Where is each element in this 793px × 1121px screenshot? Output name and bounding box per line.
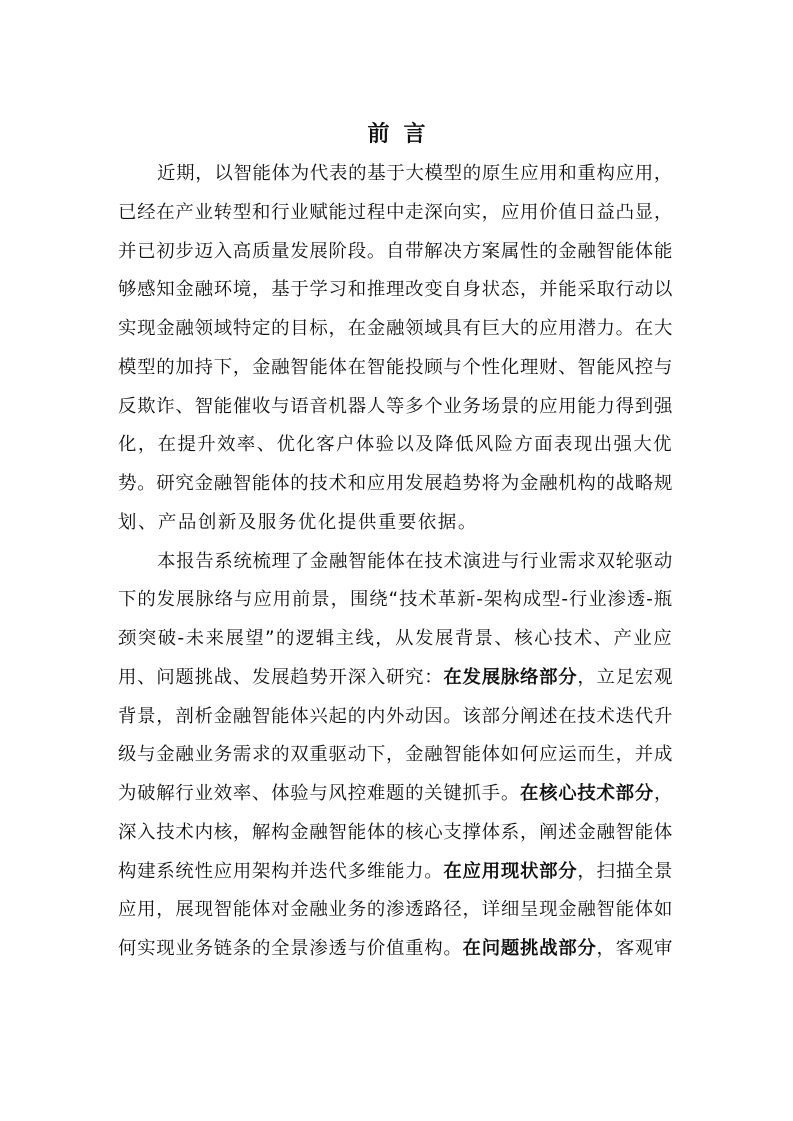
text-line: 已经在产业转型和行业赋能过程中走深向实，应用价值日益凸显，	[118, 201, 673, 223]
text-line: 下的发展脉络与应用前景，围绕“技术革新-架构成型-行业渗透-瓶	[118, 589, 673, 611]
text-line: 近期，以智能体为代表的基于大模型的原生应用和重构应用，	[157, 163, 673, 184]
section-highlight: 在应用现状部分	[443, 860, 578, 882]
text-line: 划、产品创新及服务优化提供重要依据。	[118, 511, 478, 533]
text-segment: 用、问题挑战、发展趋势开深入研究：	[118, 666, 444, 688]
page-title: 前言	[367, 122, 440, 147]
text-line: 模型的加持下，金融智能体在智能投顾与个性化理财、智能风控与	[118, 356, 673, 378]
body-text	[118, 155, 673, 969]
text-line: 本报告系统梳理了金融智能体在技术演进与行业需求双轮驱动	[157, 550, 673, 572]
text-segment: 为破解行业效率、体验与风控难题的关键抓手。	[118, 783, 520, 804]
text-line: 化，在提升效率、优化客户体验以及降低风险方面表现出强大优	[118, 434, 673, 456]
text-line: 够感知金融环境，基于学习和推理改变自身状态，并能采取行动以	[118, 279, 673, 301]
text-line	[118, 659, 673, 698]
section-highlight: 在问题挑战部分	[462, 938, 597, 959]
text-segment: 何实现业务链条的全景渗透与价值重构。	[118, 938, 463, 959]
text-segment: 构建系统性应用架构并迭代多维能力。	[118, 860, 444, 882]
text-segment: ，客观审	[596, 938, 673, 959]
text-line: 实现金融领域特定的目标，在金融领域具有巨大的应用潜力。在大	[118, 318, 673, 339]
text-line: 颈突破-未来展望”的逻辑主线，从发展背景、核心技术、产业应	[118, 628, 673, 649]
text-line: 深入技术内核，解构金融智能体的核心支撑体系，阐述金融智能体	[118, 821, 673, 843]
section-highlight: 在发展脉络部分	[443, 666, 578, 688]
text-segment: ，立足宏观	[577, 666, 673, 688]
section-highlight: 在核心技术部分	[519, 783, 654, 804]
text-line: 应用，展现智能体对金融业务的渗透路径，详细呈现金融智能体如	[118, 899, 673, 921]
text-line: 并已初步迈入高质量发展阶段。自带解决方案属性的金融智能体能	[118, 240, 673, 262]
text-line	[118, 853, 673, 892]
text-line: 势。研究金融智能体的技术和应用发展趋势将为金融机构的战略规	[118, 473, 673, 494]
text-segment: ，	[653, 783, 673, 804]
text-line: 级与金融业务需求的双重驱动下，金融智能体如何应运而生，并成	[118, 744, 673, 766]
text-line	[118, 930, 673, 969]
text-line: 反欺诈、智能催收与语音机器人等多个业务场景的应用能力得到强	[118, 395, 673, 417]
text-segment: ，扫描全景	[577, 860, 673, 882]
text-line: 背景，剖析金融智能体兴起的内外动因。该部分阐述在技术迭代升	[118, 705, 673, 727]
text-line	[118, 775, 673, 814]
